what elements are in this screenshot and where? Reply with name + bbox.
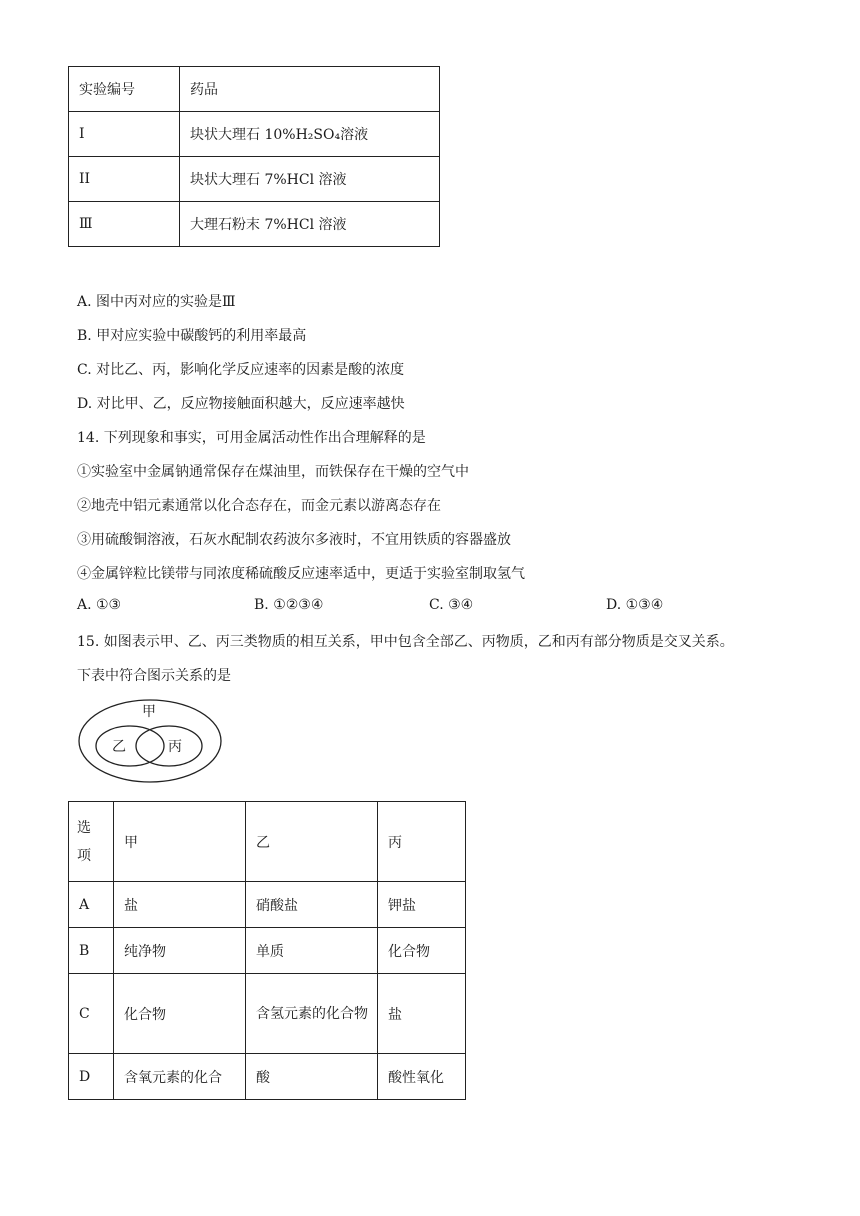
q14-stem: 14. 下列现象和事实，可用金属活动性作出合理解释的是 — [77, 430, 426, 446]
table-cell: 钾盐 — [378, 882, 466, 928]
table-cell: Ⅲ — [69, 202, 180, 247]
table-row — [69, 882, 466, 928]
venn-label-left: 乙 — [112, 739, 126, 755]
header-text: 选项 — [77, 819, 91, 864]
q15-stem-line1: 15. 如图表示甲、乙、丙三类物质的相互关系，甲中包含全部乙、丙物质，乙和丙有部分物质是交叉关系。 — [77, 634, 734, 650]
header-cell — [69, 802, 114, 882]
options-table — [68, 801, 466, 1100]
table-cell: 单质 — [246, 928, 378, 974]
q14-option-c: C. ③④ — [429, 597, 474, 613]
q15-stem-line2: 下表中符合图示关系的是 — [77, 668, 231, 684]
table-header-row — [69, 67, 440, 112]
header-cell: 甲 — [114, 802, 246, 882]
q14-option-a: A. ①③ — [77, 597, 122, 613]
venn-label-right: 丙 — [168, 739, 182, 755]
header-cell: 药品 — [180, 67, 440, 112]
table-cell: 盐 — [378, 974, 466, 1054]
table-cell: II — [69, 157, 180, 202]
table-cell: D — [69, 1054, 114, 1100]
experiment-table — [68, 66, 440, 247]
header-cell: 实验编号 — [69, 67, 180, 112]
table-cell: 化合物 — [114, 974, 246, 1054]
table-cell: 含氧元素的化合 — [114, 1054, 246, 1100]
table-cell: 块状大理石 10%H₂SO₄溶液 — [180, 112, 440, 157]
q14-statement-3: ③用硫酸铜溶液，石灰水配制农药波尔多液时，不宜用铁质的容器盛放 — [77, 532, 511, 548]
table-cell: 酸性氧化 — [378, 1054, 466, 1100]
header-cell: 丙 — [378, 802, 466, 882]
table-cell: A — [69, 882, 114, 928]
q14-option-b: B. ①②③④ — [254, 597, 324, 613]
table-row — [69, 157, 440, 202]
table-row — [69, 112, 440, 157]
table-cell — [246, 974, 378, 1054]
venn-diagram — [76, 696, 226, 786]
table-cell: 大理石粉末 7%HCl 溶液 — [180, 202, 440, 247]
q13-option-d: D. 对比甲、乙，反应物接触面积越大，反应速率越快 — [77, 396, 405, 412]
table-cell: 硝酸盐 — [246, 882, 378, 928]
q13-option-a: A. 图中丙对应的实验是Ⅲ — [77, 294, 236, 310]
venn-label-outer: 甲 — [142, 704, 156, 720]
cell-text: 含氢元素的化合物 — [256, 1005, 368, 1022]
table-cell: 块状大理石 7%HCl 溶液 — [180, 157, 440, 202]
table-cell: 纯净物 — [114, 928, 246, 974]
table-row — [69, 974, 466, 1054]
table-row — [69, 928, 466, 974]
header-cell: 乙 — [246, 802, 378, 882]
q13-option-c: C. 对比乙、丙，影响化学反应速率的因素是酸的浓度 — [77, 362, 405, 378]
q14-statement-1: ①实验室中金属钠通常保存在煤油里，而铁保存在干燥的空气中 — [77, 464, 469, 480]
table-cell: 酸 — [246, 1054, 378, 1100]
table-cell: 化合物 — [378, 928, 466, 974]
table-cell: C — [69, 974, 114, 1054]
table-header-row — [69, 802, 466, 882]
q14-option-d: D. ①③④ — [606, 597, 664, 613]
table-cell: 盐 — [114, 882, 246, 928]
q13-option-b: B. 甲对应实验中碳酸钙的利用率最高 — [77, 328, 307, 344]
q14-statement-4: ④金属锌粒比镁带与同浓度稀硫酸反应速率适中，更适于实验室制取氢气 — [77, 566, 525, 582]
table-cell: B — [69, 928, 114, 974]
q14-statement-2: ②地壳中铝元素通常以化合态存在，而金元素以游离态存在 — [77, 498, 441, 514]
table-cell: I — [69, 112, 180, 157]
table-row — [69, 202, 440, 247]
table-row — [69, 1054, 466, 1100]
left-ellipse — [96, 726, 164, 766]
